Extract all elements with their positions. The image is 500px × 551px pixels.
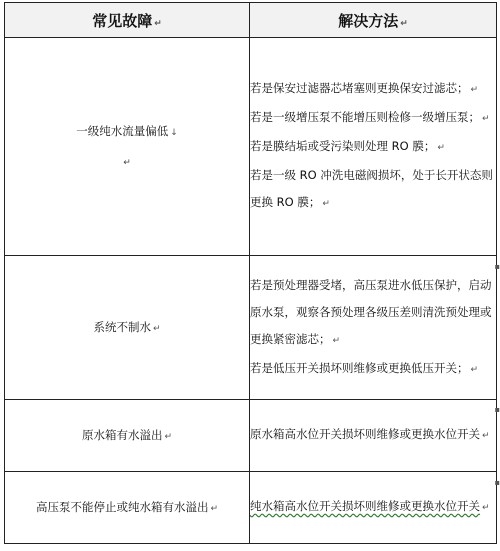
table-row [5,400,497,472]
table-row [5,38,497,256]
row-end-mark: ▪ [494,478,500,487]
header-fault: 常见故障 ↵ [5,3,250,38]
solution-line: 若是一级 RO 冲洗电磁阀损坏，处于长开状态则更换 RO 膜； ↵ [250,168,493,209]
solution-line: 若是低压开关损坏则维修或更换低压开关； ↵ [250,360,479,375]
table-row [5,256,497,400]
fault-cell: 系统不制水 ↵ [5,256,250,400]
solution-line: 若是预处理器受堵，高压泵进水低压保护，启动原水泵，观察各预处理各级压差则清洗预处理或更换紧密滤芯； ↵ [250,277,492,346]
solution-line: 若是膜结垢或受污染则处理 RO 膜； ↵ [250,139,445,153]
row-end-mark: ▪ [494,262,500,271]
fault-solution-table [4,2,497,544]
header-row [5,3,497,38]
solution-cell [250,256,497,400]
solution-cell [250,38,497,256]
header-solution: 解决方法 ↵ [250,3,497,38]
fault-cell: 高压泵不能停止或纯水箱有水溢出 ↵ [5,472,250,544]
fault-cell: 原水箱有水溢出 ↵ [5,400,250,472]
fault-cell: 一级纯水流量偏低 ↓ ↵ [5,38,250,256]
solution-cell [250,472,497,544]
table-row [5,472,497,544]
solution-line: 若是一级增压泵不能增压则检修一级增压泵； ↵ [250,110,490,124]
solution-line: 若是保安过滤器芯堵塞则更换保安过滤芯； ↵ [250,81,479,95]
solution-line: 纯水箱高水位开关损坏则维修或更换水位开关 ↵ [250,499,490,513]
solution-cell [250,400,497,472]
row-end-mark: ▪ [494,405,500,414]
solution-line: 原水箱高水位开关损坏则维修或更换水位开关 ↵ [250,427,490,441]
